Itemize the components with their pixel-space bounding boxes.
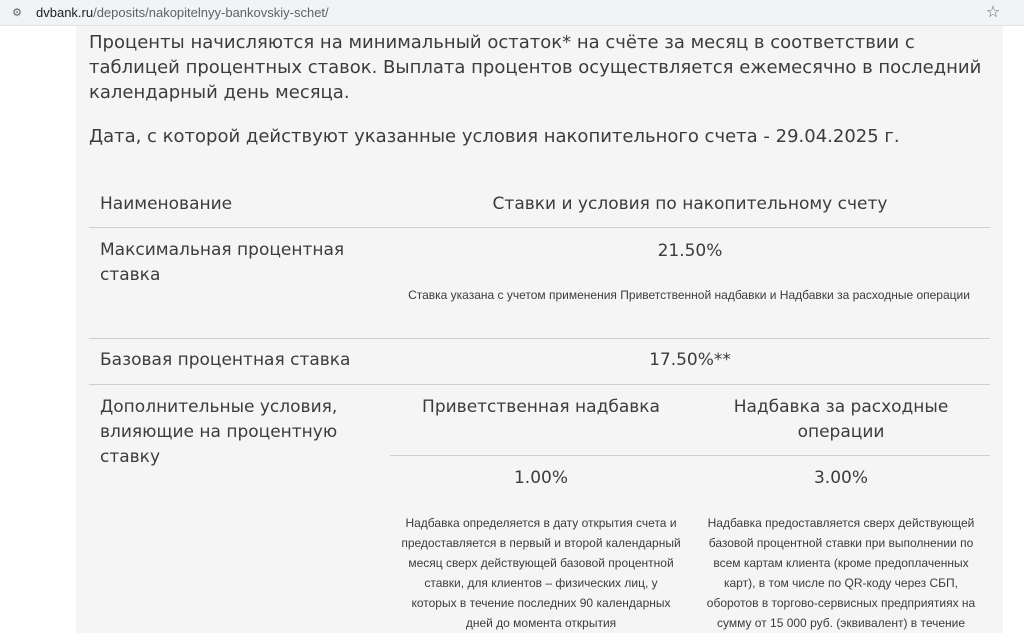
- header-name: Наименование: [100, 194, 233, 214]
- max-rate-label: Максимальная процентная ставка: [100, 240, 345, 285]
- divider: [89, 227, 990, 228]
- additional-conditions-label: Дополнительные условия, влияющие на процентную ставку: [100, 397, 338, 467]
- max-rate-value: 21.50%: [657, 241, 723, 261]
- header-conditions: Ставки и условия по накопительному счету: [492, 194, 888, 214]
- page: [0, 26, 1024, 633]
- base-rate-label: Базовая процентная ставка: [100, 350, 351, 370]
- welcome-bonus-title: Приветственная надбавка: [422, 397, 660, 417]
- max-rate-note: Ставка указана с учетом применения Приветственной надбавки и Надбавки за расходные операции: [408, 288, 970, 302]
- url-path: /deposits/nakopitelnyy-bankovskiy-schet/: [93, 5, 329, 20]
- tune-icon[interactable]: ⚙: [12, 6, 22, 19]
- welcome-bonus-value: 1.00%: [513, 468, 568, 488]
- address-bar[interactable]: [0, 0, 1024, 26]
- effective-date-line: Дата, с которой действуют указанные условия накопительного счета - 29.04.2025 г.: [89, 126, 900, 147]
- base-rate-value: 17.50%**: [649, 350, 731, 370]
- star-icon[interactable]: ☆: [985, 2, 1001, 21]
- spending-bonus-value: 3.00%: [813, 468, 868, 488]
- spending-bonus-note: Надбавка предоставляется сверх действующей базовой процентной ставки при выполнении по всем картам клиента (кроме предоплаченных карт), в том числе по QR-коду через СБП, оборотов в торгово-сервисных предприятиях на сумму от 15 000 руб. (эквивалент) в течение: [706, 516, 976, 630]
- spending-bonus-title: Надбавка за расходные операции: [733, 397, 949, 442]
- divider: [89, 338, 990, 339]
- url-host: dvbank.ru: [36, 5, 94, 20]
- deposit-conditions: [76, 26, 1003, 633]
- interest-paragraph: Проценты начисляются на минимальный остаток* на счёте за месяц в соответствии с таблицей процентных ставок. Выплата процентов осуществляется ежемесячно в последний календарный день месяца.: [89, 32, 982, 103]
- rates-table: [89, 26, 990, 633]
- url-text[interactable]: [36, 5, 329, 21]
- divider: [89, 384, 990, 385]
- welcome-bonus-note: Надбавка определяется в дату открытия счета и предоставляется в первый и второй календарный месяц сверх действующей базовой процентной ставки, для клиентов – физических лиц, у которых в течение последних 90 календарных дней до момента открытия: [401, 516, 681, 630]
- divider: [390, 455, 990, 456]
